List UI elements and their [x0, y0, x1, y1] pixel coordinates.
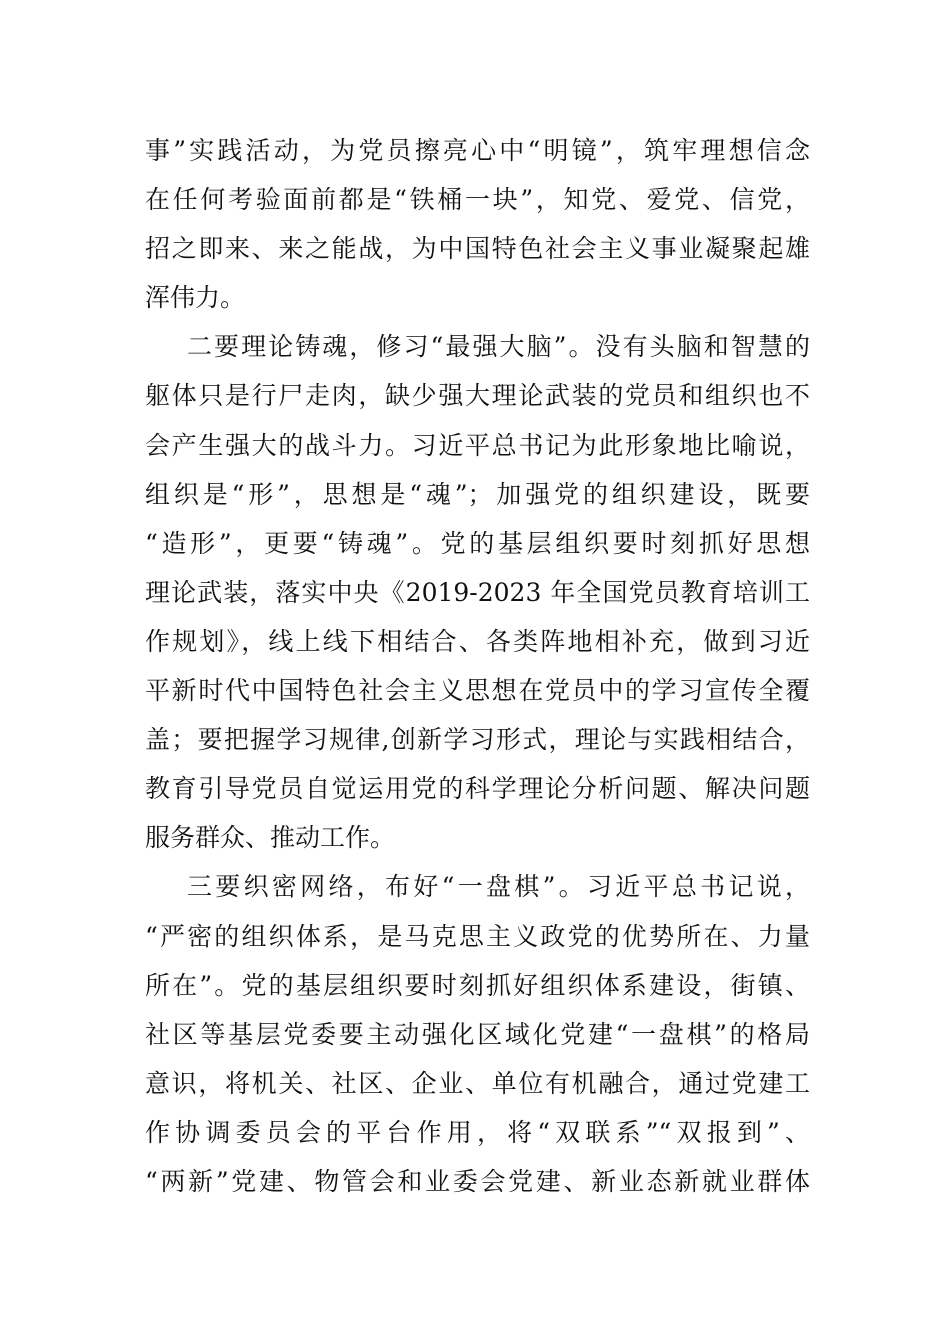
text-line: “造形”，更要“铸魂”。党的基层组织要时刻抓好思想: [145, 528, 810, 558]
body-text: [145, 126, 810, 1206]
text-line: 组织是“形”，思想是“魂”；加强党的组织建设，既要: [145, 479, 810, 509]
text-line: 招之即来、来之能战，为中国特色社会主义事业凝聚起雄: [145, 234, 810, 264]
text-line: 教育引导党员自觉运用党的科学理论分析问题、解决问题: [145, 774, 810, 804]
text-line: “严密的组织体系，是马克思主义政党的优势所在、力量: [145, 921, 810, 951]
text-line: 作协调委员会的平台作用，将“双联系”“双报到”、: [145, 1117, 810, 1147]
text-line: 意识，将机关、社区、企业、单位有机融合，通过党建工: [145, 1068, 810, 1098]
text-line: 在任何考验面前都是“铁桶一块”，知党、爱党、信党，: [145, 185, 810, 215]
text-line: “两新”党建、物管会和业委会党建、新业态新就业群体: [145, 1166, 810, 1196]
text-line: 盖；要把握学习规律,创新学习形式，理论与实践相结合，: [145, 725, 810, 755]
text-line: 服务群众、推动工作。: [145, 823, 396, 853]
text-line: 社区等基层党委要主动强化区域化党建“一盘棋”的格局: [145, 1019, 810, 1049]
text-line: 作规划》，线上线下相结合、各类阵地相补充，做到习近: [145, 626, 810, 656]
text-line: 会产生强大的战斗力。习近平总书记为此形象地比喻说，: [145, 430, 810, 460]
text-line: 躯体只是行尸走肉，缺少强大理论武装的党员和组织也不: [145, 381, 810, 411]
paragraph-start-line: 二要理论铸魂，修习“最强大脑”。没有头脑和智慧的: [187, 332, 810, 362]
paragraph-start-line: 三要织密网络，布好“一盘棋”。习近平总书记说，: [187, 872, 810, 902]
text-line: 平新时代中国特色社会主义思想在党员中的学习宣传全覆: [145, 676, 810, 706]
text-line: 理论武装，落实中央《2019-2023 年全国党员教育培训工: [145, 577, 810, 607]
text-line: 所在”。党的基层组织要时刻抓好组织体系建设，街镇、: [145, 970, 810, 1000]
text-line: 浑伟力。: [145, 283, 246, 313]
text-line: 事”实践活动，为党员擦亮心中“明镜”，筑牢理想信念: [145, 136, 810, 165]
